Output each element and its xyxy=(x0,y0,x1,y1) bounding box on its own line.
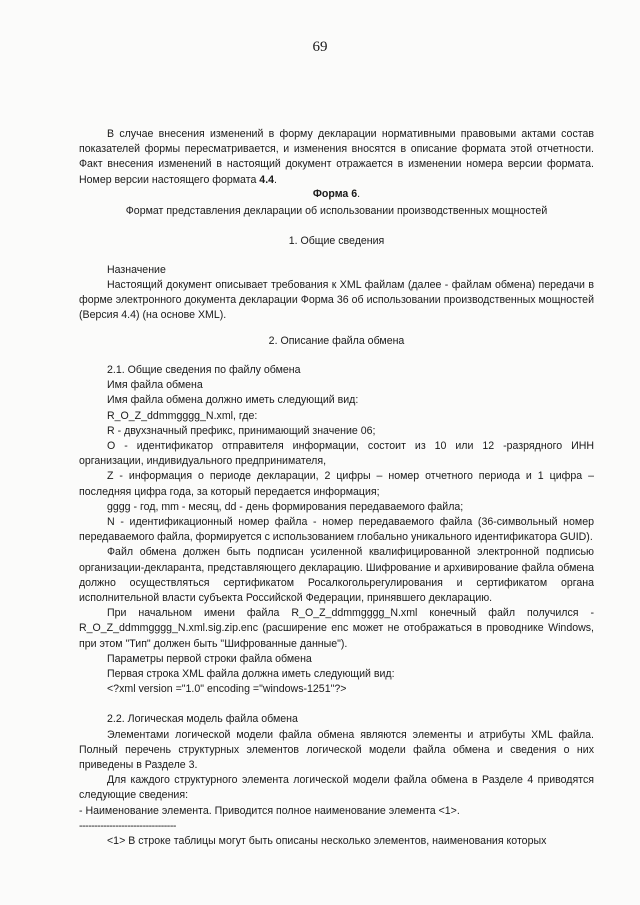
version-number: 4.4 xyxy=(259,173,275,186)
intro-end: . xyxy=(274,173,277,186)
r-definition: R - двухзначный префикс, принимающий значение 06; xyxy=(107,424,376,437)
page-number: 69 xyxy=(312,39,328,55)
file-name-label: Имя файла обмена xyxy=(107,379,203,392)
form-title-text: Форма 6 xyxy=(312,188,358,200)
first-line-params: Параметры первой строки файла обмена xyxy=(107,652,312,665)
footnote-text: <1> В строке таблицы могут быть описаны несколько элементов, наименования которых xyxy=(107,835,547,848)
name-item: - Наименование элемента. Приводится полное наименование элемента <1>. xyxy=(79,804,460,817)
purpose-text: Настоящий документ описывает требования к XML файлам (далее - файлам обмена) передачи в форме электронного документа декларации Форма 36 об использовании производственных мощностей (Версия 4.4) (на основе XML). xyxy=(79,279,594,322)
n-definition: N - идентификационный номер файла - номер передаваемого файла (36-символьный номер передаваемого файла, формируется с использованием глобально уникального идентификатора GUID). xyxy=(79,516,594,544)
final-name-paragraph: При начальном имени файла R_O_Z_ddmmgggg_N.xml конечный файл получился - R_O_Z_ddmmgggg_N.xml.sig.zip.enc (расширение enc может не отображаться в проводнике Windows, при этом "Тип" должен быть "Шифрованные данные"). xyxy=(79,607,594,650)
file-name-pattern: R_O_Z_ddmmgggg_N.xml, где: xyxy=(107,409,258,422)
intro-paragraph xyxy=(79,127,594,188)
sub1-title: 2.1. Общие сведения по файлу обмена xyxy=(107,364,301,376)
file-name-intro: Имя файла обмена должно иметь следующий вид: xyxy=(107,394,359,407)
first-line-intro: Первая строка XML файла должна иметь следующий вид: xyxy=(107,668,395,681)
each-element-paragraph: Для каждого структурного элемента логической модели файла обмена в Разделе 4 приводятся следующие сведения: xyxy=(79,774,594,802)
elements-paragraph: Элементами логической модели файла обмена являются элементы и атрибуты XML файла. Полный перечень структурных элементов логической модели файла обмена и сведения о них приведены в Разделе 3. xyxy=(79,728,594,772)
form-title-end: . xyxy=(357,188,361,200)
sub2-title: 2.2. Логическая модель файла обмена xyxy=(107,713,298,726)
footnote-separator: -------------------------------- xyxy=(79,819,176,832)
intro-text: В случае внесения изменений в форму декларации нормативными правовыми актами состав показателей формы пересматривается, и изменения вносятся в описание формата этой отчетности. Факт внесения изменений в настоящий документ отражается в изменении номера версии формата. Номер версии настоящего формата xyxy=(79,128,594,186)
section2-heading: 2. Описание файла обмена xyxy=(268,335,405,347)
date-definition: gggg - год, mm - месяц, dd - день формирования передаваемого файла; xyxy=(107,500,464,513)
purpose-label: Назначение xyxy=(107,264,166,276)
section2-body xyxy=(79,363,594,849)
form-title xyxy=(79,187,594,202)
o-definition: О - идентификатор отправителя информации, состоит из 10 или 12 -разрядного ИНН организации, индивидуального предпринимателя, xyxy=(79,440,594,468)
form-subtitle: Формат представления декларации об использовании производственных мощностей xyxy=(125,205,548,217)
signature-paragraph: Файл обмена должен быть подписан усиленной квалифицированной электронной подписью организации-декларанта, представляющего декларацию. Шифрование и архивирование файла обмена должно осуществляться сертификатом Росалкогольрегулирования и сертификатом органа исполнительной власти субъекта Российской Федерации, принявшего декларацию. xyxy=(79,546,594,605)
z-definition: Z - информация о периоде декларации, 2 цифры – номер отчетного периода и 1 цифра – последняя цифра года, за который передается информация; xyxy=(79,470,594,498)
section1-heading: 1. Общие сведения xyxy=(288,235,385,247)
xml-declaration: <?xml version ="1.0" encoding ="windows-1251"?> xyxy=(107,683,347,696)
